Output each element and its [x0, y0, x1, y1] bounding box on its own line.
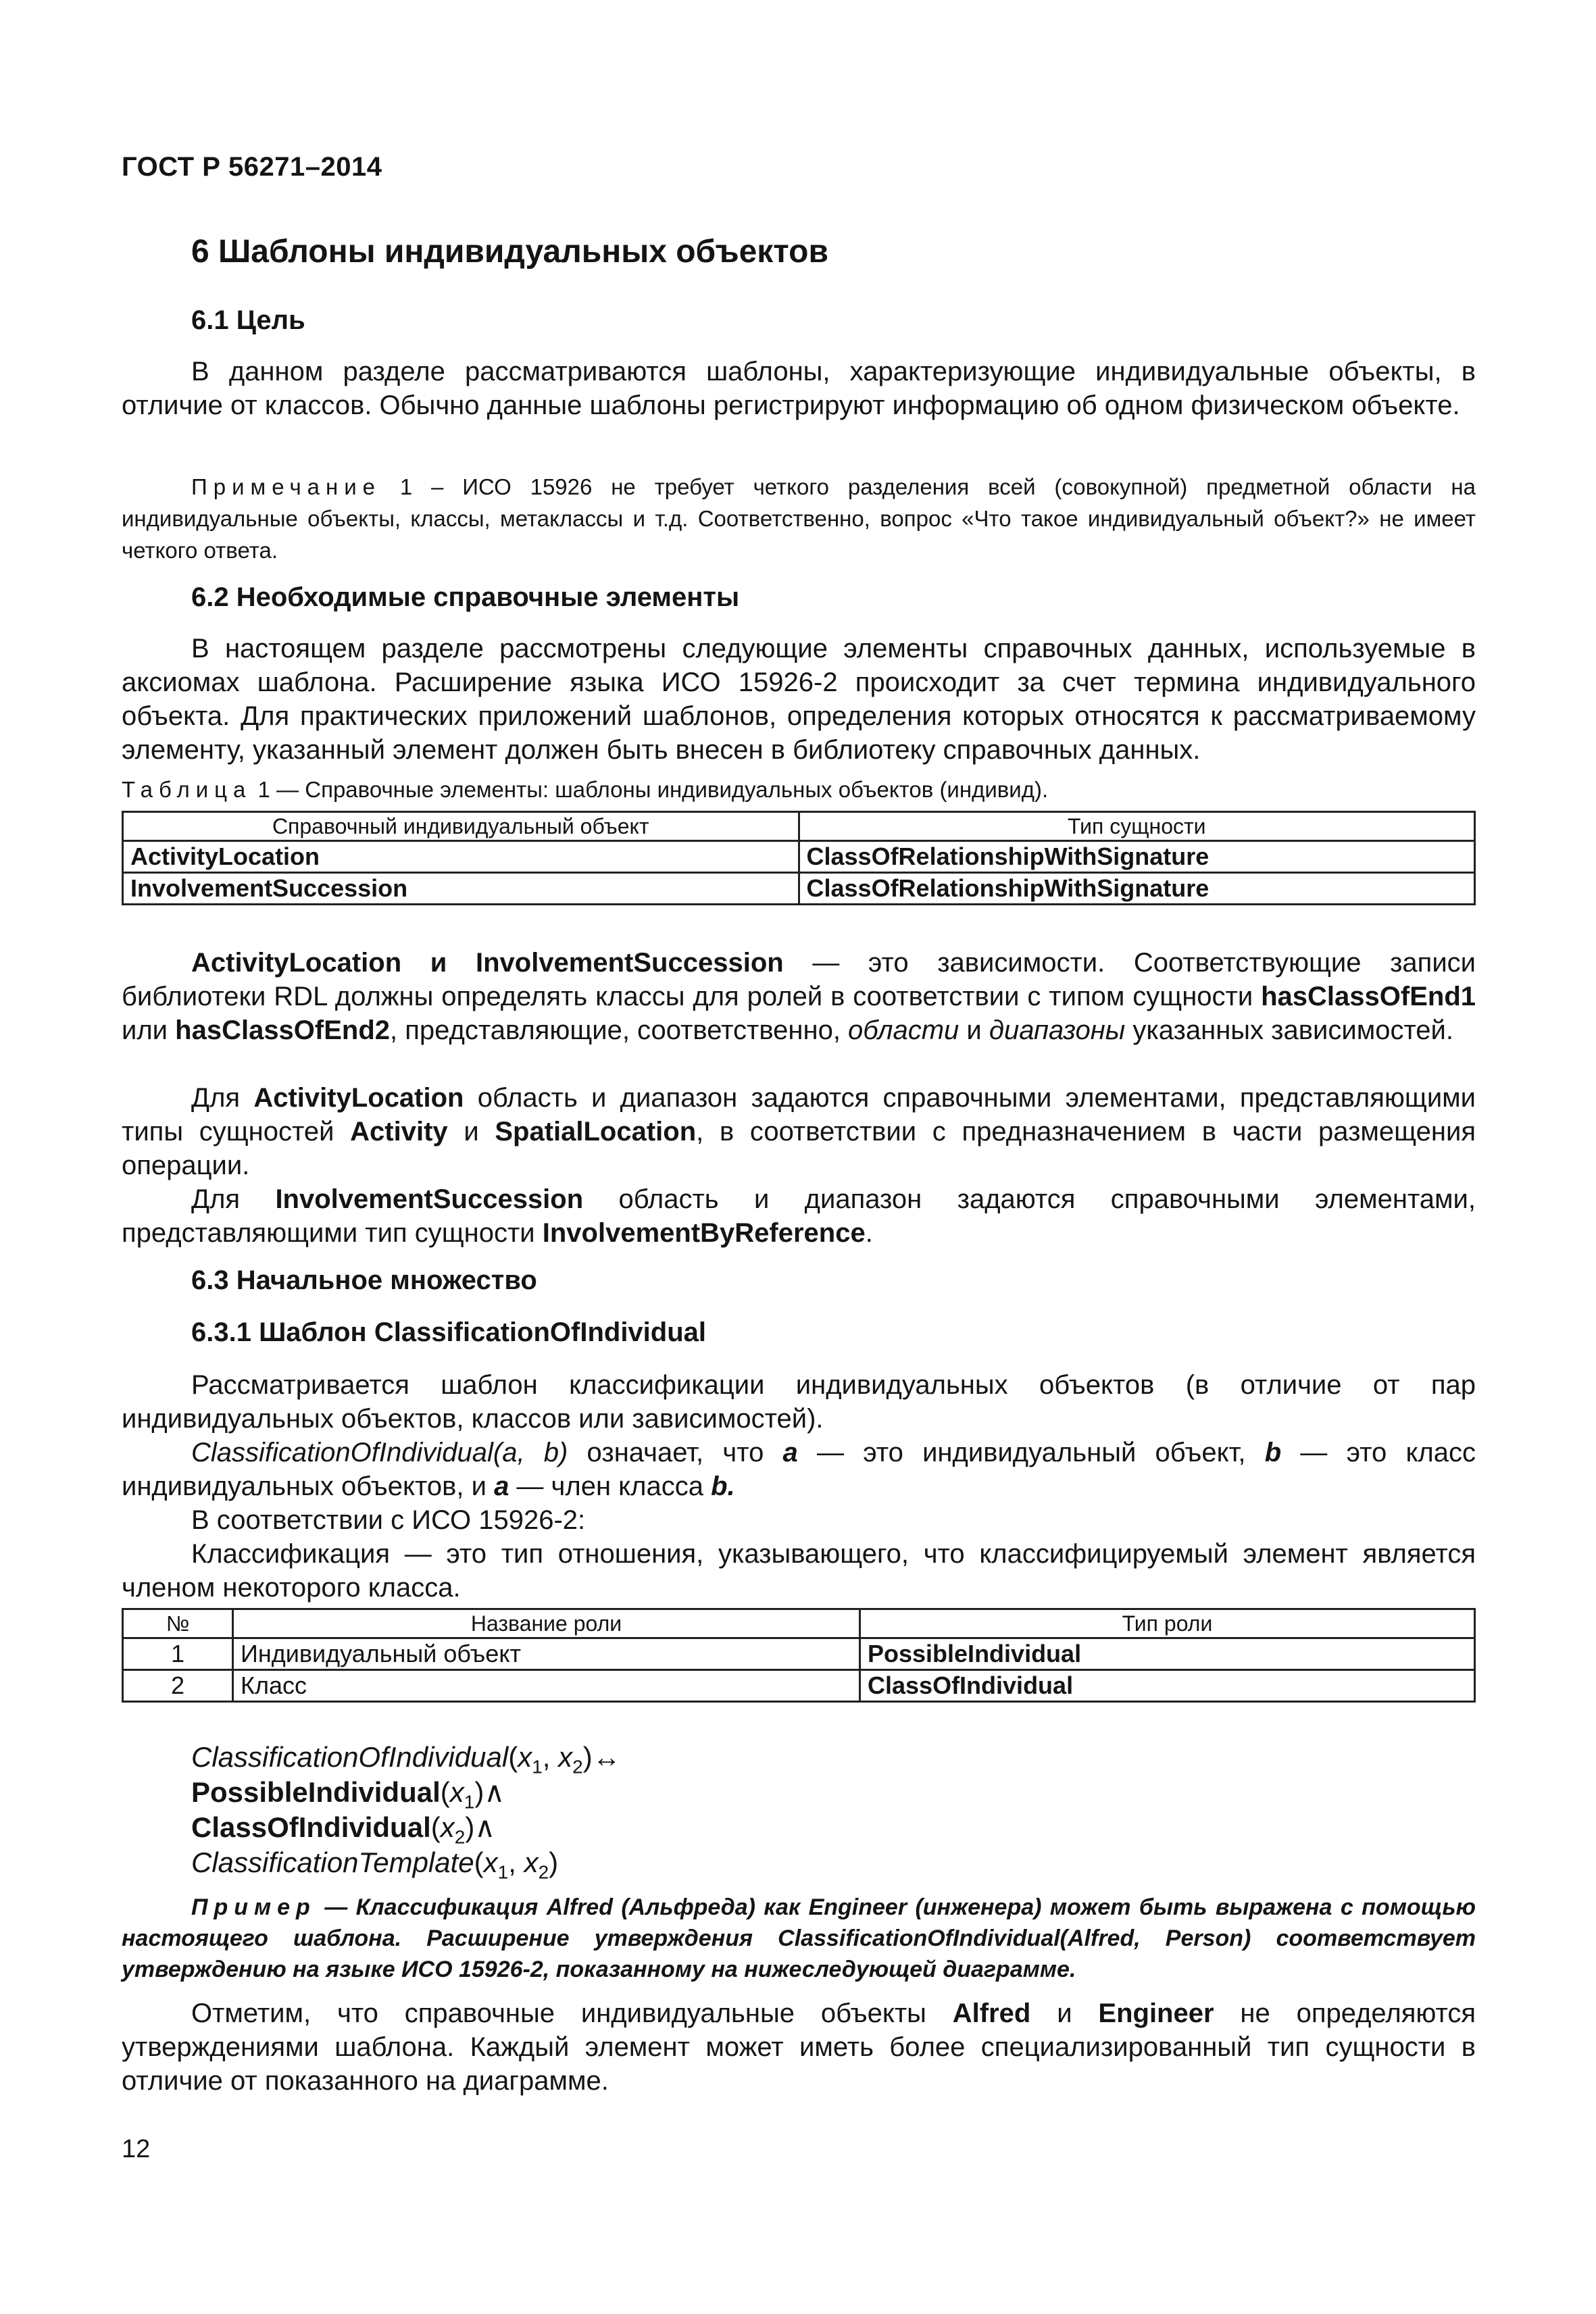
example-label: Пример: [191, 1894, 316, 1920]
text-run: Классификация: [191, 1539, 391, 1569]
formula-sub: 2: [538, 1861, 549, 1883]
table-header-cell: Тип сущности: [799, 812, 1475, 841]
term-bold: Alfred: [952, 1998, 1031, 2028]
formula-line-4: $ClassificationTemplate(x_1$, $x_2$): [191, 1846, 559, 1883]
text-run: область и диапазон задаются справочными элементами, представляющими тип сущности: [122, 1184, 1476, 1248]
text-run: не определяются утверждениями шаблона. Каждый элемент может иметь более специализированный тип сущности в отличие от показанного на диаграмме.: [122, 1998, 1476, 2096]
formula-sub: 1: [532, 1756, 543, 1778]
formula-line-3: $ClassOfIndividual(x_2)\wedge$: [191, 1811, 496, 1848]
closing-paragraph: [122, 1996, 1476, 2098]
section-6-2-title: 6.2 Необходимые справочные элементы: [191, 582, 740, 612]
table-2: [122, 1608, 1476, 1703]
table-header-cell: Справочный индивидуальный объект: [123, 812, 799, 841]
variable-a: a: [494, 1472, 509, 1501]
section-6-3-1-paragraph-1: Рассматривается шаблон классификации индивидуальных объектов (в отличие от пар индивидуальных объектов, классов или зависимостей).: [122, 1370, 1476, 1434]
formula-sub: 1: [497, 1861, 509, 1883]
table-cell: ClassOfIndividual: [860, 1670, 1475, 1702]
formula-term: ClassOfIndividual: [191, 1811, 431, 1843]
equivalence-symbol: ↔: [592, 1741, 621, 1773]
text-run: область и диапазон задаются справочными элементами, представляющими типы сущностей: [122, 1083, 1476, 1147]
text-run: — это тип отношения, указывающего, что классифицируемый элемент является членом некоторого класса.: [122, 1539, 1476, 1603]
formula-var: x: [558, 1741, 573, 1773]
term-bold: InvolvementByReference: [542, 1218, 866, 1248]
variable-b: b: [1264, 1438, 1282, 1467]
dependencies-paragraph-1: [122, 946, 1476, 1047]
formula-term: ClassificationTemplate: [191, 1846, 474, 1878]
formula-var: x: [440, 1811, 455, 1843]
variable-a: a: [782, 1438, 798, 1467]
table-cell: Индивидуальный объект: [233, 1638, 860, 1670]
section-6-2-paragraph: В настоящем разделе рассмотрены следующие элементы справочных данных, используемые в аксиомах шаблона. Расширение языка ИСО 15926-2 происходит за счет термина индивидуального объекта. Для практических приложений шаблонов, определения которых относятся к рассматриваемому элементу, указанный элемент должен быть внесен в библиотеку справочных данных.: [122, 634, 1476, 765]
table-1-caption-text: 1 — Справочные элементы: шаблоны индивидуальных объектов (индивид).: [251, 777, 1049, 802]
section-6-3-1-title: 6.3.1 Шаблон ClassificationOfIndividual: [191, 1317, 707, 1347]
text-run: , в соответствии с предназначением в части размещения операции.: [122, 1117, 1476, 1180]
text-run: и: [447, 1117, 495, 1147]
text-run: и: [1030, 1998, 1099, 2028]
text-run: , представляющие, соответственно,: [390, 1015, 849, 1045]
note-text: 1 – ИСО 15926 не требует четкого разделения всей (совокупной) предметной области на индивидуальные объекты, классы, метаклассы и т.д. Соответственно, вопрос «Что такое индивидуальный объект?» не имеет четкого ответа.: [122, 474, 1476, 563]
formula-var: x: [524, 1846, 539, 1878]
example-text: — Классификация Alfred (Альфреда) как Engineer (инженера) может быть выражена с помощью настоящего шаблона. Расширение утверждения ClassificationOfIndividual(Alfred, Person) соответствует утверждению на языке ИСО 15926-2, показанному на нижеследующей диаграмме.: [122, 1894, 1476, 1982]
and-symbol: ∧: [484, 1776, 505, 1808]
template-signature: ClassificationOfIndividual(a, b): [191, 1438, 568, 1467]
and-symbol: ∧: [474, 1811, 496, 1843]
formula-var: x: [449, 1776, 464, 1808]
term-bold: ActivityLocation и InvolvementSuccession: [191, 948, 784, 978]
table-cell: InvolvementSuccession: [123, 873, 799, 905]
table-cell: ClassOfRelationshipWithSignature: [799, 841, 1475, 873]
text-run: — это класс индивидуальных объектов, и: [122, 1438, 1476, 1501]
table-header-row: [123, 812, 1475, 841]
example-paragraph: [122, 1892, 1476, 1985]
formula-term: PossibleIndividual: [191, 1776, 441, 1808]
variable-b: b.: [711, 1472, 735, 1501]
table-row: [123, 841, 1475, 873]
section-6-1-title: 6.1 Цель: [191, 305, 305, 335]
term-italic: диапазоны: [989, 1015, 1126, 1045]
table-1-caption: [122, 777, 1048, 803]
text-run: означает, что: [568, 1438, 783, 1467]
text-run: — это зависимости. Соответствующие записи библиотеки RDL должны определять классы для ролей в соответствии с типом сущности: [122, 948, 1476, 1011]
formula-line-2: $PossibleIndividual(x_1)\wedge$: [191, 1776, 505, 1813]
note-1: [122, 471, 1476, 566]
dependencies-paragraph-2: [122, 1081, 1476, 1182]
table-header-cell: Название роли: [233, 1609, 860, 1638]
formula-line-1: $ClassificationOfIndividual(x_1$, $x_2)\leftrightarrow$: [191, 1741, 621, 1778]
term-bold: Engineer: [1098, 1998, 1214, 2028]
page-number: 12: [122, 2135, 151, 2163]
text-run: Для: [191, 1184, 276, 1214]
section-6-3-1-paragraph-3: В соответствии с ИСО 15926-2:: [191, 1505, 586, 1535]
table-1: [122, 811, 1476, 905]
dependencies-paragraph-3: [122, 1182, 1476, 1250]
table-header-row: [123, 1609, 1475, 1638]
formula-var: x: [518, 1741, 532, 1773]
term-bold: hasClassOfEnd1: [1261, 982, 1476, 1011]
table-row: [123, 1670, 1475, 1702]
table-header-cell: Тип роли: [860, 1609, 1475, 1638]
text-run: Отметим, что справочные индивидуальные объекты: [191, 1998, 953, 2028]
term-bold: hasClassOfEnd2: [175, 1015, 391, 1045]
section-6-3-1-paragraph-4: [122, 1537, 1476, 1605]
table-cell: Класс: [233, 1670, 860, 1702]
table-cell: ActivityLocation: [123, 841, 799, 873]
text-run: Для: [191, 1083, 254, 1113]
table-1-caption-label: Таблица: [122, 777, 252, 802]
term-bold: ActivityLocation: [253, 1083, 464, 1113]
formula-sub: 2: [454, 1826, 466, 1848]
text-run: — это индивидуальный объект,: [797, 1438, 1265, 1467]
table-cell: ClassOfRelationshipWithSignature: [799, 873, 1475, 905]
table-cell: 1: [123, 1638, 233, 1670]
text-run: или: [122, 1015, 176, 1045]
text-run: — член класса: [509, 1472, 712, 1501]
term-bold: InvolvementSuccession: [275, 1184, 584, 1214]
table-row: [123, 1638, 1475, 1670]
note-label: Примечание: [191, 474, 382, 499]
term-italic: области: [848, 1015, 959, 1045]
standard-code: ГОСТ Р 56271–2014: [122, 152, 382, 182]
table-header-cell: №: [123, 1609, 233, 1638]
section-6-1-paragraph: В данном разделе рассматриваются шаблоны, характеризующие индивидуальные объекты, в отличие от классов. Обычно данные шаблоны регистрируют информацию об одном физическом объекте.: [122, 357, 1476, 420]
section-6-title: 6 Шаблоны индивидуальных объектов: [191, 234, 828, 270]
term-bold: SpatialLocation: [495, 1117, 697, 1147]
table-cell: 2: [123, 1670, 233, 1702]
text-run: и: [959, 1015, 989, 1045]
text-run: .: [865, 1218, 873, 1248]
table-cell: PossibleIndividual: [860, 1638, 1475, 1670]
text-run: указанных зависимостей.: [1125, 1015, 1454, 1045]
section-6-3-1-paragraph-2: [122, 1436, 1476, 1503]
formula-term: ClassificationOfIndividual: [191, 1741, 509, 1773]
formula-sub: 2: [572, 1756, 583, 1778]
term-bold: Activity: [350, 1117, 448, 1147]
table-row: [123, 873, 1475, 905]
formula-var: x: [483, 1846, 498, 1878]
section-6-3-title: 6.3 Начальное множество: [191, 1265, 537, 1295]
formula-sub: 1: [464, 1791, 475, 1813]
